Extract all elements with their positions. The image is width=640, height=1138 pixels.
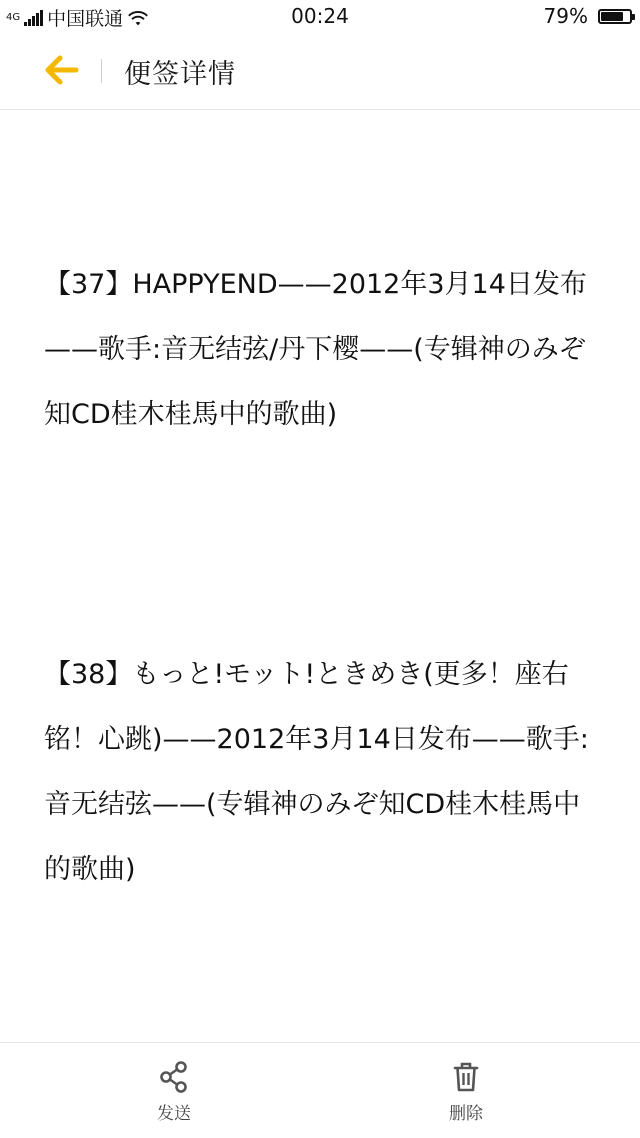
status-time: 00:24 — [291, 4, 349, 28]
status-right — [544, 4, 632, 28]
status-bar — [0, 0, 640, 32]
network-type: 4G — [6, 11, 21, 23]
carrier-name: 中国联通 — [47, 8, 124, 30]
page-title: 便签详情 — [124, 59, 236, 90]
delete-button[interactable] — [416, 1061, 516, 1127]
battery-icon — [598, 9, 632, 24]
arrow-left-icon — [40, 50, 84, 90]
back-button[interactable] — [40, 50, 84, 90]
header-divider — [101, 59, 102, 83]
share-icon — [159, 1061, 189, 1093]
note-entry: 【37】HAPPYEND——2012年3月14日发布——歌手:音无结弦/丹下樱——(专辑神のみぞ知CD桂木桂馬中的歌曲) — [44, 269, 587, 430]
trash-icon — [451, 1061, 481, 1093]
delete-label: 删除 — [449, 1104, 483, 1124]
battery-fill — [601, 12, 623, 21]
header-bar — [0, 32, 640, 110]
battery-percent: 79% — [543, 4, 588, 28]
send-button[interactable] — [124, 1061, 224, 1127]
note-text — [44, 122, 604, 1042]
battery-tip — [632, 14, 635, 20]
note-content[interactable] — [0, 110, 640, 1042]
bottom-toolbar — [0, 1042, 640, 1138]
note-entry: 【38】もっと!モット!ときめき(更多！座右铭！心跳)——2012年3月14日发布——歌手:音无结弦——(专辑神のみぞ知CD桂木桂馬中的歌曲) — [44, 659, 589, 885]
send-label: 发送 — [157, 1104, 191, 1124]
